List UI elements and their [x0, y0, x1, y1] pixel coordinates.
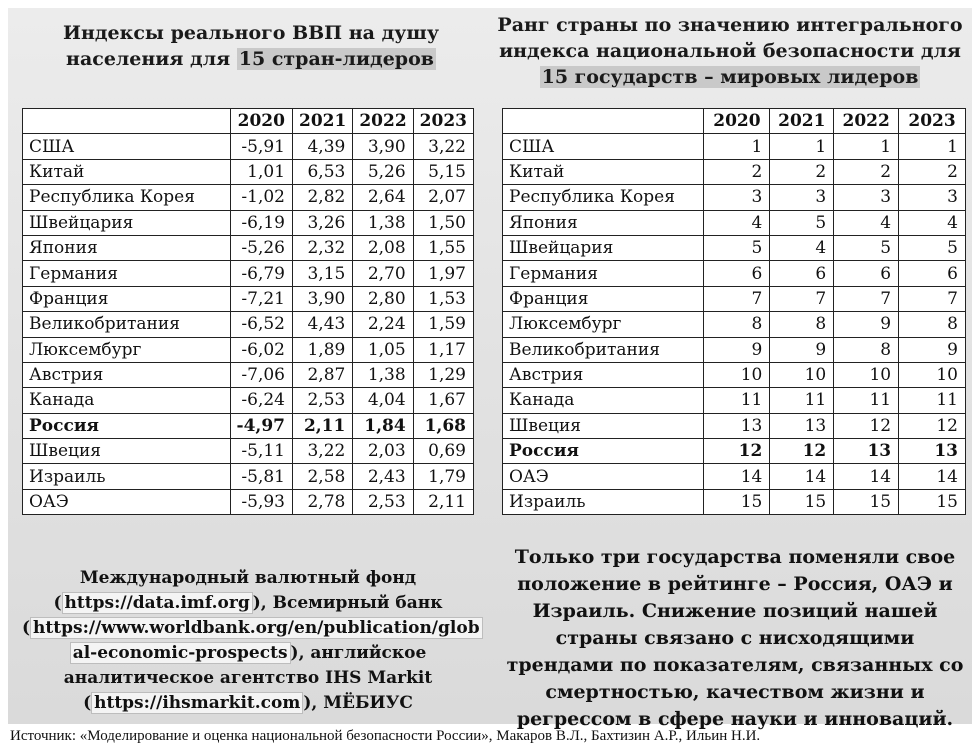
security-rank-table	[502, 108, 966, 515]
country-cell: Израиль	[503, 489, 704, 514]
table-row	[503, 362, 966, 387]
value-cell: 5,15	[413, 159, 473, 184]
gdp-year-header: 2023	[413, 109, 473, 134]
value-cell: -6,79	[230, 261, 292, 286]
country-cell: Швейцария	[23, 210, 231, 235]
gdp-table-body	[23, 109, 474, 515]
country-cell: США	[23, 134, 231, 159]
country-cell: Франция	[23, 286, 231, 311]
value-cell: 2	[834, 159, 899, 184]
value-cell: 1,05	[353, 337, 413, 362]
value-cell: 4	[704, 210, 770, 235]
value-cell: 10	[899, 362, 966, 387]
value-cell: 2	[899, 159, 966, 184]
table-row	[23, 261, 474, 286]
country-cell: Франция	[503, 286, 704, 311]
value-cell: 2,87	[293, 362, 353, 387]
source-imf-link[interactable]: https://data.imf.org	[62, 592, 253, 614]
gdp-year-header: 2020	[230, 109, 292, 134]
value-cell: 3,90	[353, 134, 413, 159]
source-imf-label: Международный валютный фонд	[79, 568, 417, 588]
value-cell: 2,58	[293, 464, 353, 489]
value-cell: 12	[770, 439, 834, 464]
value-cell: 4,43	[293, 312, 353, 337]
value-cell: 1	[704, 134, 770, 159]
country-cell: Швейцария	[503, 235, 704, 260]
table-row	[503, 464, 966, 489]
rank-year-header: 2022	[834, 109, 899, 134]
value-cell: 13	[770, 413, 834, 438]
value-cell: -6,19	[230, 210, 292, 235]
value-cell: 10	[770, 362, 834, 387]
value-cell: 11	[704, 388, 770, 413]
value-cell: 9	[899, 337, 966, 362]
table-row	[503, 210, 966, 235]
value-cell: 3,90	[293, 286, 353, 311]
value-cell: 3,26	[293, 210, 353, 235]
value-cell: -5,26	[230, 235, 292, 260]
country-cell: США	[503, 134, 704, 159]
value-cell: 2,24	[353, 312, 413, 337]
rank-year-header: 2020	[704, 109, 770, 134]
value-cell: 1,17	[413, 337, 473, 362]
source-english-label: ), английское	[290, 643, 427, 663]
value-cell: 14	[770, 464, 834, 489]
country-cell: Швеция	[503, 413, 704, 438]
value-cell: 2	[704, 159, 770, 184]
value-cell: 1	[899, 134, 966, 159]
value-cell: 0,69	[413, 439, 473, 464]
rank-table-body	[503, 109, 966, 515]
gdp-index-table	[22, 108, 474, 515]
value-cell: 15	[834, 489, 899, 514]
value-cell: 12	[704, 439, 770, 464]
value-cell: 7	[899, 286, 966, 311]
table-row	[23, 210, 474, 235]
value-cell: 10	[834, 362, 899, 387]
value-cell: 9	[704, 337, 770, 362]
table-row	[23, 337, 474, 362]
value-cell: 15	[770, 489, 834, 514]
rank-header-row	[503, 109, 966, 134]
value-cell: 8	[834, 337, 899, 362]
value-cell: 4	[899, 210, 966, 235]
value-cell: 3	[834, 185, 899, 210]
table-row	[503, 337, 966, 362]
source-wb-link-part1[interactable]: https://www.worldbank.org/en/publication/glob	[30, 617, 483, 639]
country-cell: Германия	[503, 261, 704, 286]
rank-header-corner	[503, 109, 704, 134]
value-cell: 7	[770, 286, 834, 311]
value-cell: 3,22	[293, 439, 353, 464]
country-cell: Китай	[503, 159, 704, 184]
source-wb-label: ), Всемирный банк	[252, 593, 443, 613]
value-cell: 1	[834, 134, 899, 159]
table-row	[503, 185, 966, 210]
value-cell: 5	[834, 235, 899, 260]
value-cell: 13	[899, 439, 966, 464]
value-cell: 1,59	[413, 312, 473, 337]
value-cell: 11	[834, 388, 899, 413]
country-cell: ОАЭ	[23, 489, 231, 514]
value-cell: 6	[704, 261, 770, 286]
value-cell: 4,39	[293, 134, 353, 159]
value-cell: 2,53	[293, 388, 353, 413]
country-cell: Великобритания	[23, 312, 231, 337]
value-cell: 1,89	[293, 337, 353, 362]
value-cell: 2,03	[353, 439, 413, 464]
country-cell: Россия	[23, 413, 231, 438]
value-cell: 4	[770, 235, 834, 260]
value-cell: 4,04	[353, 388, 413, 413]
country-cell: ОАЭ	[503, 464, 704, 489]
value-cell: 7	[704, 286, 770, 311]
table-row	[503, 134, 966, 159]
value-cell: 2,11	[413, 489, 473, 514]
rank-title-line2: индекса национальной безопасности для	[499, 40, 961, 62]
value-cell: 1,53	[413, 286, 473, 311]
footer-citation: Источник: «Моделирование и оценка национальной безопасности России», Макаров В.Л., Бахтизин А.Р., Ильин Н.И.	[10, 728, 761, 744]
value-cell: 3	[770, 185, 834, 210]
value-cell: 9	[834, 312, 899, 337]
table-row	[23, 235, 474, 260]
table-row	[503, 489, 966, 514]
value-cell: -1,02	[230, 185, 292, 210]
rank-table-title	[490, 12, 970, 90]
value-cell: 2,64	[353, 185, 413, 210]
value-cell: -5,81	[230, 464, 292, 489]
value-cell: 3,22	[413, 134, 473, 159]
value-cell: 8	[770, 312, 834, 337]
source-ihs-link[interactable]: https://ihsmarkit.com	[91, 692, 303, 714]
country-cell: Россия	[503, 439, 704, 464]
value-cell: 13	[704, 413, 770, 438]
gdp-year-header: 2022	[353, 109, 413, 134]
table-row	[23, 413, 474, 438]
table-row	[503, 388, 966, 413]
rank-year-header: 2023	[899, 109, 966, 134]
value-cell: 7	[834, 286, 899, 311]
value-cell: 1,38	[353, 210, 413, 235]
value-cell: -5,93	[230, 489, 292, 514]
value-cell: 2,32	[293, 235, 353, 260]
value-cell: 3	[899, 185, 966, 210]
value-cell: 2,08	[353, 235, 413, 260]
value-cell: 14	[704, 464, 770, 489]
value-cell: 2,11	[293, 413, 353, 438]
value-cell: 2,43	[353, 464, 413, 489]
value-cell: -6,24	[230, 388, 292, 413]
country-cell: Израиль	[23, 464, 231, 489]
country-cell: Австрия	[23, 362, 231, 387]
country-cell: Швеция	[23, 439, 231, 464]
value-cell: 1,97	[413, 261, 473, 286]
value-cell: 13	[834, 439, 899, 464]
table-row	[23, 312, 474, 337]
sources-note: Международный валютный фонд ( https://data.imf.org ), Всемирный банк ( https://www.worldbank.org/en/publication/glob al-economic-prospects ), английское аналитическое агентство IHS Markit ( https://ihsmarkit.com ), МЁБИУС	[22, 566, 474, 716]
value-cell: 1,55	[413, 235, 473, 260]
gdp-title-line2: населения для	[66, 48, 237, 70]
value-cell: 1,67	[413, 388, 473, 413]
value-cell: 5,26	[353, 159, 413, 184]
value-cell: 5	[899, 235, 966, 260]
value-cell: 2,80	[353, 286, 413, 311]
value-cell: -5,11	[230, 439, 292, 464]
value-cell: 15	[704, 489, 770, 514]
value-cell: 1,79	[413, 464, 473, 489]
country-cell: Япония	[23, 235, 231, 260]
country-cell: Республика Корея	[23, 185, 231, 210]
value-cell: 1,38	[353, 362, 413, 387]
country-cell: Республика Корея	[503, 185, 704, 210]
gdp-title-line1: Индексы реального ВВП на душу	[63, 22, 439, 44]
value-cell: 6	[899, 261, 966, 286]
value-cell: 1	[770, 134, 834, 159]
value-cell: 2,07	[413, 185, 473, 210]
value-cell: 4	[834, 210, 899, 235]
rank-title-line1: Ранг страны по значению интегрального	[497, 14, 963, 36]
country-cell: Люксембург	[503, 312, 704, 337]
value-cell: -5,91	[230, 134, 292, 159]
value-cell: 2	[770, 159, 834, 184]
table-row	[503, 413, 966, 438]
value-cell: 2,78	[293, 489, 353, 514]
country-cell: Китай	[23, 159, 231, 184]
value-cell: 12	[834, 413, 899, 438]
value-cell: 1,68	[413, 413, 473, 438]
gdp-title-highlight: 15 стран-лидеров	[238, 48, 434, 70]
value-cell: -7,06	[230, 362, 292, 387]
value-cell: 5	[770, 210, 834, 235]
table-row	[23, 286, 474, 311]
value-cell: 14	[834, 464, 899, 489]
value-cell: -6,52	[230, 312, 292, 337]
gdp-table-title	[20, 20, 482, 72]
gdp-header-row	[23, 109, 474, 134]
value-cell: 10	[704, 362, 770, 387]
table-row	[23, 159, 474, 184]
source-wb-link-part2[interactable]: al-economic-prospects	[70, 642, 291, 664]
value-cell: 3,15	[293, 261, 353, 286]
value-cell: 12	[899, 413, 966, 438]
value-cell: 2,70	[353, 261, 413, 286]
table-row	[503, 439, 966, 464]
value-cell: 6	[770, 261, 834, 286]
value-cell: -7,21	[230, 286, 292, 311]
country-cell: Люксембург	[23, 337, 231, 362]
value-cell: 1,50	[413, 210, 473, 235]
value-cell: 8	[899, 312, 966, 337]
value-cell: 1,29	[413, 362, 473, 387]
value-cell: -6,02	[230, 337, 292, 362]
value-cell: 5	[704, 235, 770, 260]
country-cell: Канада	[23, 388, 231, 413]
table-row	[23, 362, 474, 387]
value-cell: 1,01	[230, 159, 292, 184]
value-cell: 2,82	[293, 185, 353, 210]
value-cell: 1,84	[353, 413, 413, 438]
value-cell: -4,97	[230, 413, 292, 438]
table-row	[503, 235, 966, 260]
value-cell: 3	[704, 185, 770, 210]
table-row	[503, 312, 966, 337]
country-cell: Япония	[503, 210, 704, 235]
value-cell: 8	[704, 312, 770, 337]
source-mebius-label: ), МЁБИУС	[303, 693, 413, 713]
country-cell: Германия	[23, 261, 231, 286]
value-cell: 15	[899, 489, 966, 514]
country-cell: Канада	[503, 388, 704, 413]
source-ihs-label: аналитическое агентство IHS Markit	[63, 668, 433, 688]
value-cell: 11	[770, 388, 834, 413]
table-row	[23, 439, 474, 464]
value-cell: 11	[899, 388, 966, 413]
table-row	[23, 464, 474, 489]
value-cell: 6,53	[293, 159, 353, 184]
value-cell: 6	[834, 261, 899, 286]
conclusion-text: Только три государства поменяли свое положение в рейтинге – Россия, ОАЭ и Израиль. Снижение позиций нашей страны связано с нисходящими трендами по показателям, связанных со смертностью, качеством жизни и регрессом в сфере науки и инноваций.	[506, 546, 964, 730]
country-cell: Великобритания	[503, 337, 704, 362]
table-row	[503, 286, 966, 311]
value-cell: 2,53	[353, 489, 413, 514]
rank-title-highlight: 15 государств – мировых лидеров	[541, 66, 919, 88]
value-cell: 14	[899, 464, 966, 489]
table-row	[503, 159, 966, 184]
table-row	[23, 489, 474, 514]
table-row	[23, 388, 474, 413]
table-row	[23, 185, 474, 210]
gdp-header-corner	[23, 109, 231, 134]
rank-year-header: 2021	[770, 109, 834, 134]
table-row	[503, 261, 966, 286]
country-cell: Австрия	[503, 362, 704, 387]
table-row	[23, 134, 474, 159]
gdp-year-header: 2021	[293, 109, 353, 134]
value-cell: 9	[770, 337, 834, 362]
